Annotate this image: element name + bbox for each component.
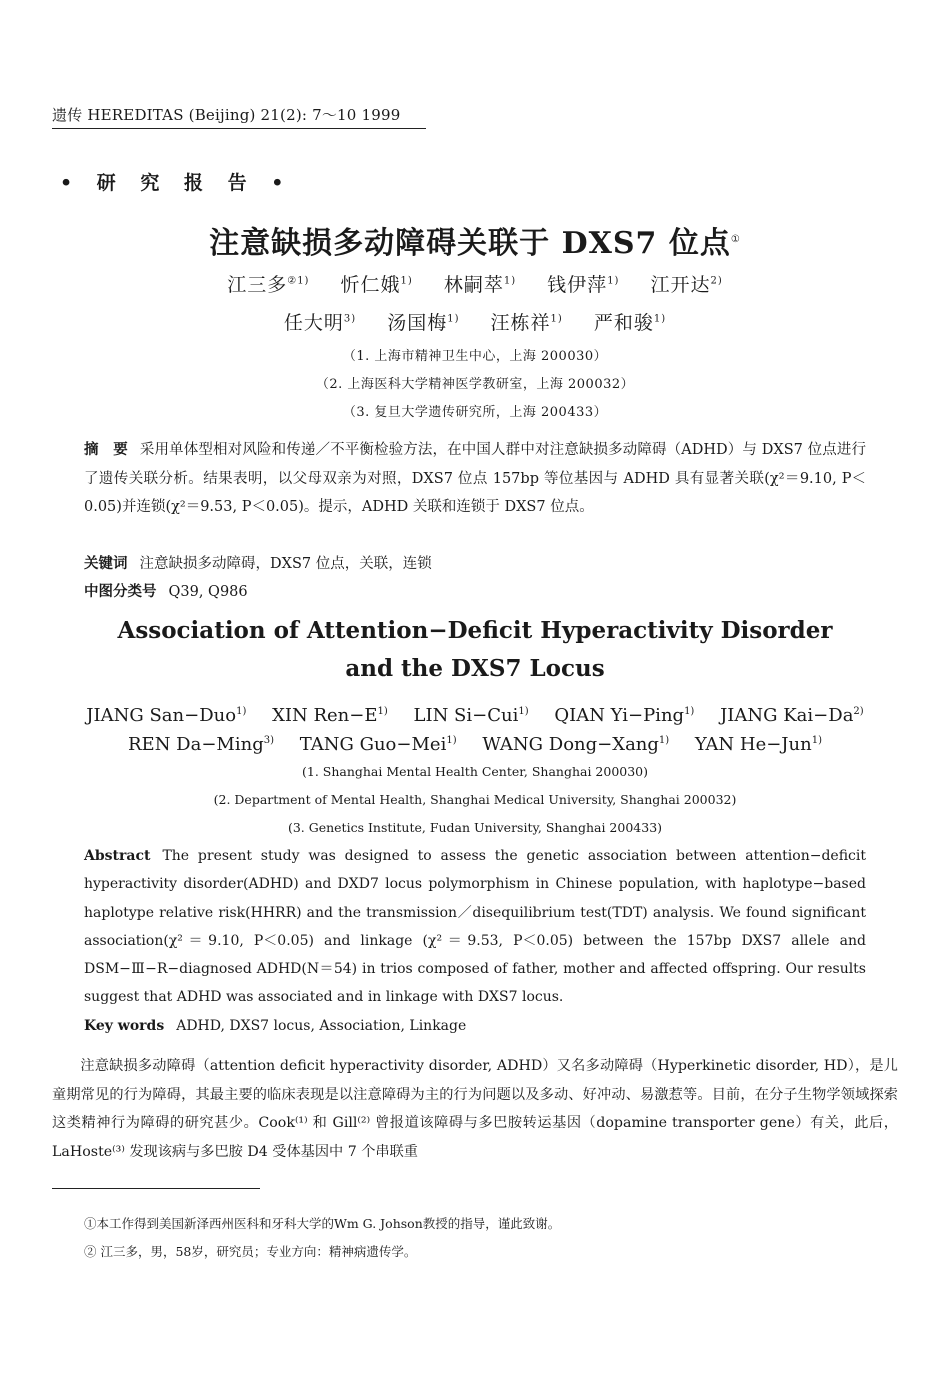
footnote-rule bbox=[52, 1188, 260, 1189]
section-label: • 研 究 报 告 • bbox=[60, 172, 293, 194]
en-author: JIANG $Kai-Da^{2)}$ bbox=[720, 705, 864, 726]
cn-author: 严和骏$^{1)}$ bbox=[593, 312, 667, 334]
cn-author: 汤国梅$^{1)}$ bbox=[387, 312, 460, 334]
cn-author: 林嗣萃$^{1)}$ bbox=[443, 274, 517, 296]
cn-keywords-label: 关键词 bbox=[84, 555, 128, 572]
cn-title bbox=[0, 218, 950, 262]
en-affiliation-2: (2. Department of Mental Health, Shanghai Medical University, Shanghai 200032) bbox=[213, 792, 737, 807]
cn-keywords bbox=[84, 550, 866, 579]
en-keywords bbox=[84, 1012, 866, 1040]
cn-classification bbox=[84, 578, 866, 607]
en-author: LIN Si−Cui$^{1)}$ bbox=[413, 705, 529, 726]
cn-author: 钱伊萍$^{1)}$ bbox=[547, 274, 620, 296]
en-author: REN Da−Ming$^{3)}$ bbox=[128, 734, 274, 755]
cn-title-text: 注意缺损多动障碍关联于 DXS7 位点 bbox=[209, 226, 731, 261]
cn-abstract-text: 采用单体型相对风险和传递／不平衡检验方法，在中国人群中对注意缺损多动障碍（ADHD）与 DXS7 位点进行了遗传关联分析。结果表明，以父母双亲为对照，DXS7 位点 157bp 等位基因与 ADHD 具有显著关联(χ²＝9.10, P＜0.05)并连锁(χ²＝9.53, P＜0.05)。提示，ADHD 关联和连锁于 DXS7 位点。 bbox=[84, 442, 866, 515]
en-author: XIN $Ren-E^{1)}$ bbox=[272, 705, 388, 726]
cn-author: 汪栋祥$^{1)}$ bbox=[490, 312, 563, 334]
en-author: JIANG San−Duo$^{1)}$ bbox=[86, 705, 247, 726]
cn-affiliation-2: （2. 上海医科大学精神医学教研室，上海 200032） bbox=[315, 377, 635, 392]
cn-abstract-label: 摘 要 bbox=[84, 441, 128, 458]
body-paragraph: 注意缺损多动障碍（attention deficit hyperactivity disorder, ADHD）又名多动障碍（Hyperkinetic disorder, HD），是儿童期常见的行为障碍，其最主要的临床表现是以注意障碍为主的行为问题以及多动、好冲动、易激惹等。目前，在分子生物学领域探索这类精神行为障碍的研究甚少。Cook⁽¹⁾ 和 Gill⁽²⁾ 曾报道该障碍与多巴胺转运基因（dopamine transporter gene）有关，此后，LaHoste⁽³⁾ 发现该病与多巴胺 D4 受体基因中 7 个串联重 bbox=[52, 1058, 898, 1160]
en-affiliation-1: (1. Shanghai Mental Health Center, Shanghai 200030) bbox=[301, 764, 649, 779]
en-affiliation-3: (3. Genetics Institute, Fudan University, Shanghai 200433) bbox=[287, 820, 663, 835]
cn-title-footnote-mark: ① bbox=[730, 234, 741, 245]
cn-author: 江三多$^{②1)}$ bbox=[227, 274, 310, 296]
cn-author: 忻仁娥$^{1)}$ bbox=[340, 274, 413, 296]
cn-classification-label: 中图分类号 bbox=[84, 583, 157, 600]
en-abstract-label: Abstract bbox=[84, 848, 151, 864]
en-author: WANG Dong−Xang$^{1)}$ bbox=[482, 734, 670, 755]
cn-affiliation-3: （3. 复旦大学遗传研究所，上海 200433） bbox=[342, 405, 608, 420]
cn-author: 任大明$^{3)}$ bbox=[283, 312, 357, 334]
cn-abstract bbox=[84, 436, 866, 522]
footnote-1: ①本工作得到美国新泽西州医科和牙科大学的Wm G. Johson教授的指导，谨此致谢。 bbox=[84, 1216, 561, 1231]
en-author: QIAN Yi−Ping$^{1)}$ bbox=[554, 705, 695, 726]
cn-authors-line-1 bbox=[0, 270, 950, 297]
cn-classification-text: Q39, Q986 bbox=[168, 584, 248, 600]
en-title-line-1: Association of Attention−Deficit Hyperactivity Disorder bbox=[117, 617, 833, 644]
cn-author: 江开达$^{2)}$ bbox=[650, 274, 723, 296]
cn-keywords-text: 注意缺损多动障碍，DXS7 位点，关联，连锁 bbox=[139, 556, 432, 572]
running-head: 遗传 HEREDITAS (Beijing) 21(2): 7～10 1999 bbox=[52, 104, 426, 129]
en-title bbox=[0, 612, 950, 688]
footnote-2: ② 江三多，男，58岁，研究员；专业方向：精神病遗传学。 bbox=[84, 1244, 417, 1259]
en-title-line-2: and the DXS7 Locus bbox=[345, 655, 605, 682]
en-author: TANG Guo−Mei$^{1)}$ bbox=[299, 734, 457, 755]
en-keywords-label: Key words bbox=[84, 1018, 165, 1034]
cn-authors-line-2 bbox=[0, 308, 950, 335]
en-keywords-text: ADHD, DXS7 locus, Association, Linkage bbox=[176, 1018, 467, 1034]
en-author: YAN He−Jun$^{1)}$ bbox=[694, 734, 822, 755]
en-abstract bbox=[84, 842, 866, 1012]
en-abstract-text: The present study was designed to assess the genetic association between attention−deficit hyperactivity disorder(ADHD) and DXD7 locus polymorphism in Chinese population, with haplotype−based haplotype relative risk(HHRR) and the transmission／disequilibrium test(TDT) analysis. We found significant association(χ²＝9.10, P＜0.05) and linkage (χ²＝9.53, P＜0.05) between the 157bp DXS7 allele and DSM−Ⅲ−R−diagnosed ADHD(N＝54) in trios composed of father, mother and affected offspring. Our results suggest that ADHD was associated and in linkage with DXS7 locus. bbox=[84, 848, 866, 1006]
en-authors-line-2 bbox=[0, 726, 950, 760]
cn-affiliation-1: （1. 上海市精神卫生中心，上海 200030） bbox=[342, 349, 608, 364]
